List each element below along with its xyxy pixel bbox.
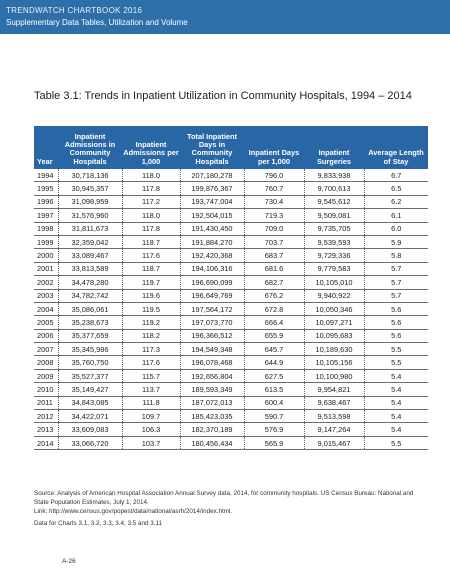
table-cell: 33,813,589 xyxy=(58,262,122,275)
table-cell: 192,656,804 xyxy=(180,369,244,382)
table-cell: 34,422,071 xyxy=(58,410,122,423)
table-cell: 1994 xyxy=(34,169,58,182)
table-cell: 10,095,683 xyxy=(304,329,364,342)
col-header-surgeries: Inpatient Surgeries xyxy=(304,126,364,169)
table-cell: 9,779,583 xyxy=(304,262,364,275)
table-cell: 644.9 xyxy=(244,356,304,369)
table-cell: 117.8 xyxy=(122,222,180,235)
table-cell: 30,718,136 xyxy=(58,169,122,182)
table-row xyxy=(34,209,428,222)
table-cell: 10,189,630 xyxy=(304,343,364,356)
table-cell: 5.6 xyxy=(364,316,428,329)
table-cell: 31,098,959 xyxy=(58,195,122,208)
table-cell: 106.3 xyxy=(122,423,180,436)
table-row xyxy=(34,289,428,302)
table-cell: 9,940,922 xyxy=(304,289,364,302)
table-cell: 9,509,081 xyxy=(304,209,364,222)
table-row xyxy=(34,182,428,195)
table-cell: 35,345,986 xyxy=(58,343,122,356)
table-cell: 35,238,673 xyxy=(58,316,122,329)
table-cell: 672.8 xyxy=(244,302,304,315)
table-cell: 600.4 xyxy=(244,396,304,409)
table-cell: 9,735,705 xyxy=(304,222,364,235)
table-cell: 5.4 xyxy=(364,369,428,382)
utilization-table xyxy=(34,126,428,450)
table-cell: 119.5 xyxy=(122,302,180,315)
table-cell: 10,097,271 xyxy=(304,316,364,329)
table-cell: 118.7 xyxy=(122,262,180,275)
table-cell: 6.2 xyxy=(364,195,428,208)
table-cell: 2000 xyxy=(34,249,58,262)
table-cell: 10,100,980 xyxy=(304,369,364,382)
table-row xyxy=(34,423,428,436)
table-cell: 191,430,450 xyxy=(180,222,244,235)
table-cell: 796.0 xyxy=(244,169,304,182)
table-cell: 194,549,348 xyxy=(180,343,244,356)
col-header-avg-stay: Average Length of Stay xyxy=(364,126,428,169)
table-cell: 5.7 xyxy=(364,276,428,289)
table-cell: 627.5 xyxy=(244,369,304,382)
col-header-admissions-per-1000: Inpatient Admissions per 1,000 xyxy=(122,126,180,169)
table-cell: 9,729,336 xyxy=(304,249,364,262)
table-cell: 2009 xyxy=(34,369,58,382)
table-cell: 182,370,189 xyxy=(180,423,244,436)
table-cell: 6.1 xyxy=(364,209,428,222)
table-cell: 6.0 xyxy=(364,222,428,235)
table-cell: 565.9 xyxy=(244,436,304,449)
table-cell: 117.6 xyxy=(122,356,180,369)
table-cell: 2006 xyxy=(34,329,58,342)
table-row xyxy=(34,249,428,262)
table-cell: 207,180,278 xyxy=(180,169,244,182)
table-cell: 197,564,172 xyxy=(180,302,244,315)
table-cell: 5.5 xyxy=(364,356,428,369)
section-title: Supplementary Data Tables, Utilization and Volume xyxy=(6,18,188,27)
table-cell: 666.4 xyxy=(244,316,304,329)
table-cell: 180,456,434 xyxy=(180,436,244,449)
table-cell: 117.8 xyxy=(122,182,180,195)
table-row xyxy=(34,276,428,289)
table-cell: 9,833,938 xyxy=(304,169,364,182)
col-header-total-days: Total Inpatient Days in Community Hospitals xyxy=(180,126,244,169)
table-cell: 185,423,035 xyxy=(180,410,244,423)
table-cell: 703.7 xyxy=(244,235,304,248)
table-cell: 196,366,512 xyxy=(180,329,244,342)
table-cell: 189,593,349 xyxy=(180,383,244,396)
table-cell: 33,089,467 xyxy=(58,249,122,262)
table-cell: 2010 xyxy=(34,383,58,396)
table-cell: 35,149,427 xyxy=(58,383,122,396)
table-cell: 31,811,673 xyxy=(58,222,122,235)
page-number: A-26 xyxy=(62,558,76,565)
table-cell: 9,513,598 xyxy=(304,410,364,423)
table-cell: 103.7 xyxy=(122,436,180,449)
table-cell: 119.7 xyxy=(122,276,180,289)
table-cell: 683.7 xyxy=(244,249,304,262)
table-cell: 35,760,750 xyxy=(58,356,122,369)
table-cell: 5.6 xyxy=(364,302,428,315)
col-header-year: Year xyxy=(34,126,58,169)
table-cell: 5.9 xyxy=(364,235,428,248)
table-cell: 118.2 xyxy=(122,329,180,342)
table-cell: 35,086,061 xyxy=(58,302,122,315)
table-cell: 118.7 xyxy=(122,235,180,248)
table-cell: 9,545,612 xyxy=(304,195,364,208)
table-cell: 1999 xyxy=(34,235,58,248)
charts-note: Data for Charts 3.1, 3.2, 3.3, 3.4, 3.5 and 3.11 xyxy=(34,520,163,527)
table-cell: 676.2 xyxy=(244,289,304,302)
table-cell: 191,884,270 xyxy=(180,235,244,248)
table-cell: 2014 xyxy=(34,436,58,449)
table-cell: 10,050,346 xyxy=(304,302,364,315)
table-cell: 613.5 xyxy=(244,383,304,396)
table-cell: 719.3 xyxy=(244,209,304,222)
table-cell: 192,420,368 xyxy=(180,249,244,262)
source-citation: Source: Analysis of American Hospital Association Annual Survey data, 2014, for community hospitals. US Census Bureau: National and State Population Estimates, July 1, 2014. xyxy=(34,490,414,507)
table-cell: 118.0 xyxy=(122,169,180,182)
table-cell: 2011 xyxy=(34,396,58,409)
table-cell: 576.9 xyxy=(244,423,304,436)
table-cell: 119.2 xyxy=(122,316,180,329)
table-cell: 5.6 xyxy=(364,329,428,342)
table-cell: 655.9 xyxy=(244,329,304,342)
table-cell: 197,073,770 xyxy=(180,316,244,329)
table-cell: 109.7 xyxy=(122,410,180,423)
table-cell: 35,377,659 xyxy=(58,329,122,342)
table-cell: 1997 xyxy=(34,209,58,222)
table-cell: 10,105,010 xyxy=(304,276,364,289)
col-header-days-per-1000: Inpatient Days per 1,000 xyxy=(244,126,304,169)
table-cell: 113.7 xyxy=(122,383,180,396)
table-cell: 117.6 xyxy=(122,249,180,262)
table-cell: 193,747,004 xyxy=(180,195,244,208)
table-cell: 682.7 xyxy=(244,276,304,289)
table-cell: 5.7 xyxy=(364,289,428,302)
table-row xyxy=(34,410,428,423)
table-cell: 194,106,316 xyxy=(180,262,244,275)
table-cell: 5.7 xyxy=(364,262,428,275)
table-cell: 34,782,742 xyxy=(58,289,122,302)
table-cell: 196,690,099 xyxy=(180,276,244,289)
table-row xyxy=(34,316,428,329)
table-cell: 9,954,821 xyxy=(304,383,364,396)
table-cell: 192,504,015 xyxy=(180,209,244,222)
table-cell: 118.0 xyxy=(122,209,180,222)
table-cell: 1998 xyxy=(34,222,58,235)
table-cell: 117.2 xyxy=(122,195,180,208)
table-cell: 199,876,367 xyxy=(180,182,244,195)
table-row xyxy=(34,436,428,449)
source-note xyxy=(34,489,428,516)
table-cell: 187,072,013 xyxy=(180,396,244,409)
table-cell: 115.7 xyxy=(122,369,180,382)
table-cell: 5.5 xyxy=(364,343,428,356)
table-cell: 1996 xyxy=(34,195,58,208)
table-cell: 31,576,960 xyxy=(58,209,122,222)
table-row xyxy=(34,302,428,315)
table-title: Table 3.1: Trends in Inpatient Utilization in Community Hospitals, 1994 – 2014 xyxy=(34,90,412,102)
table-cell: 6.7 xyxy=(364,169,428,182)
table-cell: 2012 xyxy=(34,410,58,423)
table-row xyxy=(34,343,428,356)
table-cell: 9,539,593 xyxy=(304,235,364,248)
table-cell: 1995 xyxy=(34,182,58,195)
table-cell: 5.4 xyxy=(364,383,428,396)
table-cell: 730.4 xyxy=(244,195,304,208)
table-cell: 2008 xyxy=(34,356,58,369)
table-cell: 709.0 xyxy=(244,222,304,235)
table-cell: 111.8 xyxy=(122,396,180,409)
table-cell: 2005 xyxy=(34,316,58,329)
table-cell: 33,066,720 xyxy=(58,436,122,449)
table-cell: 760.7 xyxy=(244,182,304,195)
table-row xyxy=(34,222,428,235)
table-cell: 590.7 xyxy=(244,410,304,423)
table-cell: 5.4 xyxy=(364,396,428,409)
table-cell: 2013 xyxy=(34,423,58,436)
table-cell: 2007 xyxy=(34,343,58,356)
table-cell: 34,478,280 xyxy=(58,276,122,289)
table-header-row xyxy=(34,126,428,169)
table-cell: 681.6 xyxy=(244,262,304,275)
table-cell: 9,700,613 xyxy=(304,182,364,195)
chartbook-title: TRENDWATCH CHARTBOOK 2016 xyxy=(6,6,143,15)
table-row xyxy=(34,383,428,396)
table-cell: 2003 xyxy=(34,289,58,302)
header-banner xyxy=(0,0,450,34)
table-cell: 2004 xyxy=(34,302,58,315)
table-cell: 5.4 xyxy=(364,410,428,423)
table-cell: 5.8 xyxy=(364,249,428,262)
table-cell: 10,105,156 xyxy=(304,356,364,369)
table-cell: 33,609,083 xyxy=(58,423,122,436)
table-row xyxy=(34,169,428,182)
table-cell: 117.3 xyxy=(122,343,180,356)
table-cell: 645.7 xyxy=(244,343,304,356)
table-row xyxy=(34,195,428,208)
table-cell: 2001 xyxy=(34,262,58,275)
table-cell: 32,359,042 xyxy=(58,235,122,248)
table-cell: 119.6 xyxy=(122,289,180,302)
col-header-admissions: Inpatient Admissions in Community Hospitals xyxy=(58,126,122,169)
table-cell: 196,649,769 xyxy=(180,289,244,302)
table-cell: 6.5 xyxy=(364,182,428,195)
table-cell: 5.5 xyxy=(364,436,428,449)
source-link: Link: http://www.census.gov/popest/data/national/asrh/2014/index.html. xyxy=(34,508,233,516)
table-cell: 34,843,085 xyxy=(58,396,122,409)
table-row xyxy=(34,396,428,409)
table-row xyxy=(34,262,428,275)
table-cell: 9,015,467 xyxy=(304,436,364,449)
table-cell: 9,638,467 xyxy=(304,396,364,409)
table-cell: 196,078,468 xyxy=(180,356,244,369)
table-row xyxy=(34,329,428,342)
table-row xyxy=(34,369,428,382)
table-row xyxy=(34,356,428,369)
table-cell: 30,945,357 xyxy=(58,182,122,195)
table-cell: 2002 xyxy=(34,276,58,289)
table-cell: 5.4 xyxy=(364,423,428,436)
table-cell: 35,527,377 xyxy=(58,369,122,382)
table-row xyxy=(34,235,428,248)
table-cell: 9,147,264 xyxy=(304,423,364,436)
